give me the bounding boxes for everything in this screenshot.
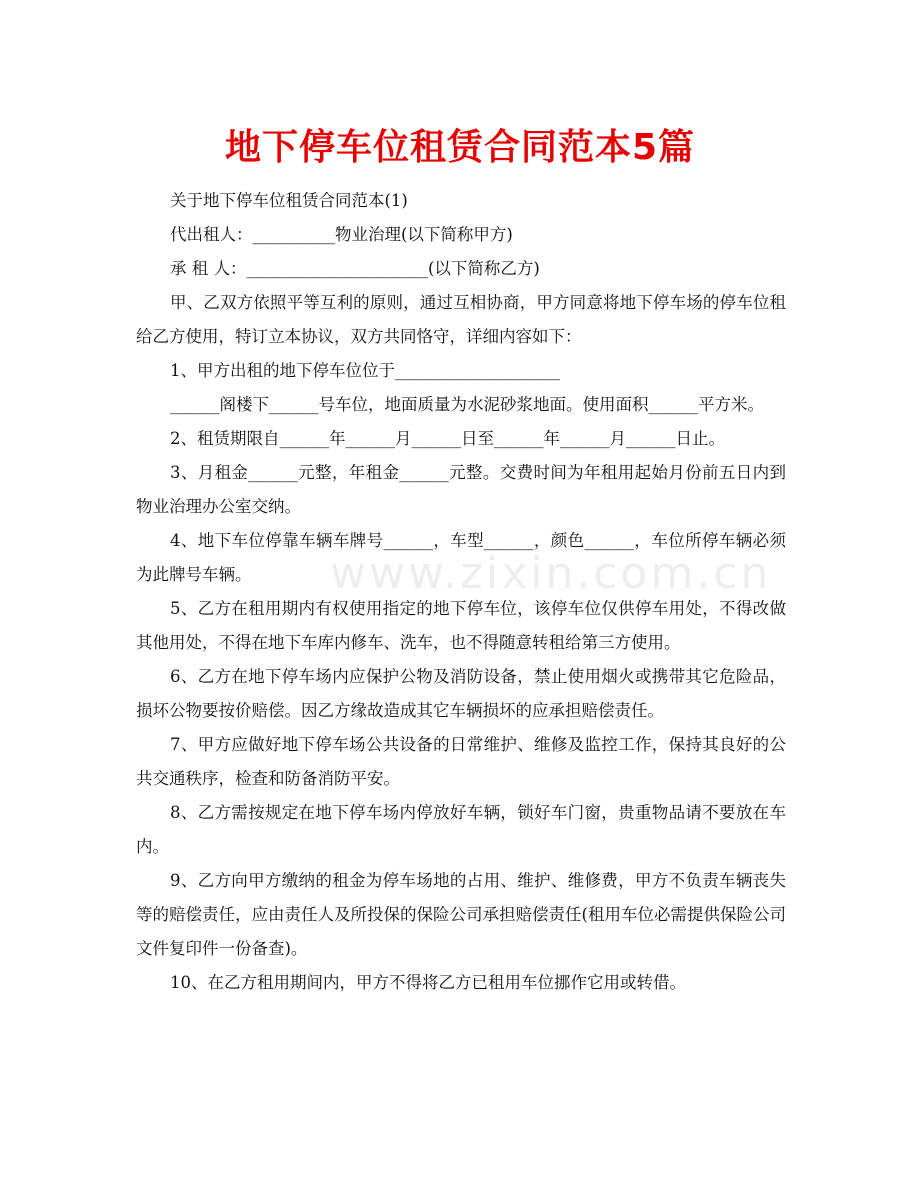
clause-7-maintenance: 7、甲方应做好地下停车场公共设备的日常维护、维修及监控工作，保持其良好的公共交通秩序，检查和防备消防平安。 [136,735,786,788]
clause-5-usage: 5、乙方在租用期内有权使用指定的地下停车位，该停车位仅供停车用处，不得改做其他用处，不得在地下车库内修车、洗车，也不得随意转租给第三方使用。 [136,599,786,652]
clause-9-liability: 9、乙方向甲方缴纳的租金为停车场地的占用、维护、维修费，甲方不负责车辆丧失等的赔偿责任，应由责任人及所投保的保险公司承担赔偿责任(租用车位必需提供保险公司文件复印件一份备查)。 [136,871,786,958]
clause-6-protection: 6、乙方在地下停车场内应保护公物及消防设备，禁止使用烟火或携带其它危险品，损坏公物要按价赔偿。因乙方缘故造成其它车辆损坏的应承担赔偿责任。 [136,667,786,720]
preamble-paragraph: 甲、乙双方依照平等互利的原则，通过互相协商，甲方同意将地下停车场的停车位租给乙方使用，特订立本协议，双方共同恪守，详细内容如下： [136,293,786,346]
clause-8-parking: 8、乙方需按规定在地下停车场内停放好车辆，锁好车门窗，贵重物品请不要放在车内。 [136,803,786,856]
document-title: 地下停车位租赁合同范本5篇 [224,127,696,168]
section-heading: 关于地下停车位租赁合同范本(1) [170,191,408,210]
document-body [136,184,786,1000]
clause-3-rent: 3、月租金______元整，年租金______元整。交费时间为年租用起始月份前五日内到物业治理办公室交纳。 [136,463,786,516]
lessee-line: 承 租 人：______________________(以下简称乙方) [170,259,540,278]
lessor-line: 代出租人：__________物业治理(以下简称甲方) [170,225,513,244]
clause-1-location: 1、甲方出租的地下停车位位于____________________ [170,361,560,380]
clause-4-vehicle: 4、地下车位停靠车辆车牌号______，车型______，颜色______，车位所停车辆必须为此牌号车辆。 [136,531,786,584]
watermark: www.zixin.com.cn [330,548,772,599]
clause-1-details: ______阁楼下______号车位，地面质量为水泥砂浆地面。使用面积______平方米。 [170,395,764,414]
clause-10-no-reassign: 10、在乙方租用期间内，甲方不得将乙方已租用车位挪作它用或转借。 [170,973,686,992]
clause-2-term: 2、租赁期限自______年______月______日至______年______月______日止。 [170,429,725,448]
